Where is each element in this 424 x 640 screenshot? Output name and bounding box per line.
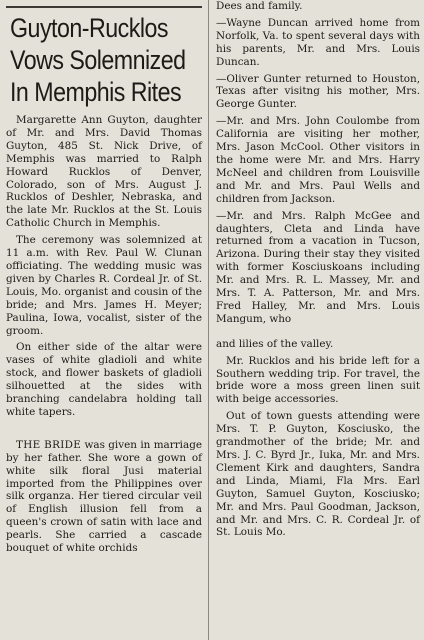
- left-column: [2, 0, 206, 640]
- paragraph-guests: Out of town guests attending were Mrs. T. P. Guyton, Kosciusko, the grandmother of the bride; Mr. and Mrs. J. C. Byrd Jr., Iuka, Mr. and Mrs. Clement Kirk and daughters, Sandra and Linda, Miami, Fla Mrs. Earl Guyton, Samuel Guyton, Kosciusko; Mr. and Mrs. Paul Goodman, Jackson, and Mr. and Mrs. C. R. Cordeal Jr. of St. Louis Mo.: [216, 410, 420, 539]
- paragraph-bride: [6, 439, 202, 555]
- news-item-duncan: —Wayne Duncan arrived home from Norfolk, Va. to spent several days with his parents, Mr. and Mrs. Louis Duncan.: [216, 16, 420, 68]
- section-gap: [6, 423, 202, 439]
- paragraph-trip: Mr. Rucklos and his bride left for a Southern wedding trip. For travel, the bride wore a moss green linen suit with beige accessories.: [216, 354, 420, 406]
- paragraph-ceremony: The ceremony was solemnized at 11 a.m. with Rev. Paul W. Clunan officiating. The wedding music was given by Charles R. Cordeal Jr. of St. Louis, Mo. organist and cousin of the bride; and Mrs. James H. Meyer; Paulina, Iowa, vocalist, sister of the groom.: [6, 234, 203, 337]
- news-item-coulombe: —Mr. and Mrs. John Coulombe from California are visiting her mother, Mrs. Jason McCool. Other visitors in the home were Mr. and Mrs. Harry McNeel and children from Louisville and Mr. and Mrs. Paul Wells and children from Jackson.: [216, 115, 420, 205]
- continuation-line: Dees and family.: [216, 0, 303, 12]
- column-divider: [208, 0, 209, 640]
- news-item-gunter: —Oliver Gunter returned to Houston, Texas after visitng his mother, Mrs. George Gunter.: [216, 72, 420, 111]
- article-body-left: [6, 114, 202, 555]
- paragraph-intro: Margarette Ann Guyton, daughter of Mr. and Mrs. David Thomas Guyton, 485 St. Nick Drive, of Memphis was married to Ralph Howard Rucklos of Denver, Colorado, son of Mrs. August J. Rucklos of Deshler, Nebraska, and the late Mr. Rucklos at the St. Louis Catholic Church in Memphis.: [6, 114, 202, 230]
- bride-text: was given in marriage by her father. She wore a gown of white silk floral Jusi material imported from the Philippines over silk organza. Her tiered circular veil of English illusion fell from a queen's crown of satin with lace and pearls. She carried a cascade bouquet of white orchids: [6, 438, 202, 555]
- headline-line-2: Vows Solemnized: [10, 45, 186, 75]
- top-rule: [6, 6, 202, 8]
- paragraph-altar: On either side of the altar were vases of white gladioli and white stock, and flower baskets of gladioli silhouetted at the sides with branching candelabra holding tall white tapers.: [6, 341, 202, 418]
- headline-line-1: Guyton-Rucklos: [10, 13, 168, 43]
- news-item-mcgee: —Mr. and Mrs. Ralph McGee and daughters, Cleta and Linda have returned from a vacation in Tucson, Arizona. During their stay they visited with former Kosciuskoans including Mr. and Mrs. R. L. Massey, Mr. and Mrs. T. A. Patterson, Mr. and Mrs. Fred Halley, Mr. and Mrs. Louis Mangum, who: [216, 209, 420, 325]
- right-column: [214, 0, 422, 640]
- headline: [10, 12, 210, 108]
- headline-line-3: In Memphis Rites: [10, 77, 182, 107]
- bride-lead-in: THE BRIDE: [16, 438, 82, 451]
- section-gap: [216, 330, 420, 338]
- article-body-right: [216, 0, 420, 539]
- paragraph-lilies: and lilies of the valley.: [216, 337, 334, 350]
